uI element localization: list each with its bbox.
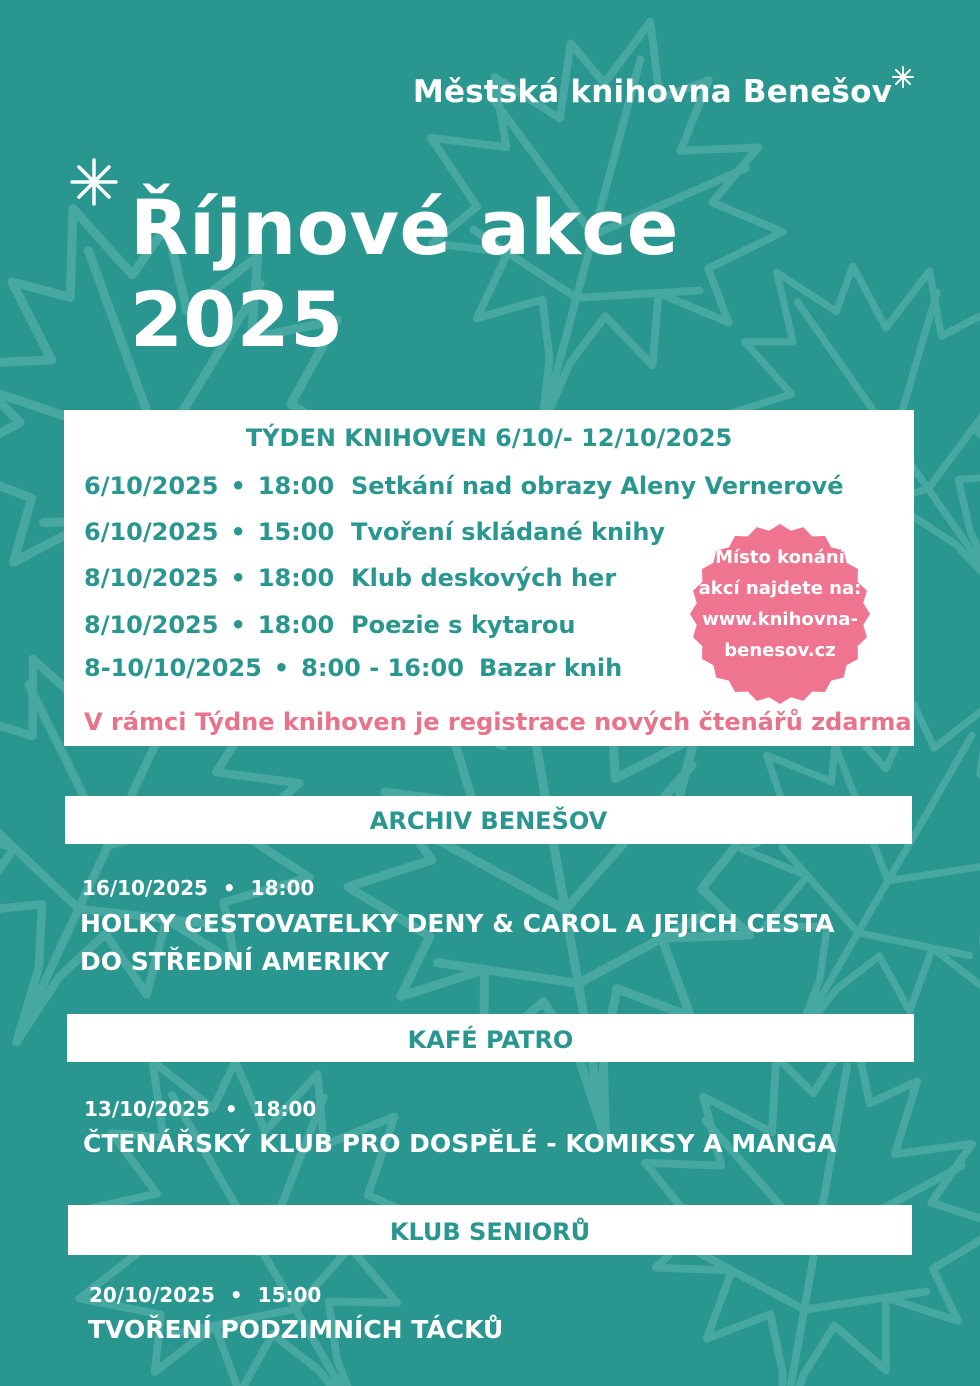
venue-time: 18:00 (252, 1097, 317, 1121)
event-time: 18:00 (257, 472, 335, 500)
title-line: TVOŘENÍ PODZIMNÍCH TÁCKŮ (88, 1315, 504, 1344)
title-line: DO STŘEDNÍ AMERIKY (80, 947, 390, 976)
separator-dot: • (229, 1283, 243, 1307)
venue-datetime (84, 1097, 316, 1121)
venue-heading: KLUB SENIORŮ (68, 1205, 912, 1255)
event-name: Tvoření skládané knihy (351, 518, 666, 546)
venue-datetime (89, 1283, 321, 1307)
title-line: HOLKY CESTOVATELKY DENY & CAROL A JEJICH CESTA (80, 909, 835, 938)
separator-dot: • (224, 1097, 238, 1121)
badge-line: benesov.cz (724, 640, 836, 661)
venue-heading: KAFÉ PATRO (67, 1014, 914, 1062)
venue-event-title (80, 905, 834, 981)
venue-date: 20/10/2025 (89, 1283, 215, 1307)
badge-line: akcí najdete na: (698, 578, 862, 599)
event-time: 15:00 (257, 518, 335, 546)
badge-line: www.knihovna- (702, 609, 858, 630)
separator-dot: • (230, 564, 246, 592)
separator-dot: • (230, 518, 246, 546)
page-title (130, 182, 679, 366)
event-name: Setkání nad obrazy Aleny Vernerové (351, 472, 844, 500)
separator-dot: • (222, 876, 236, 900)
sparkle-icon (70, 158, 118, 206)
event-date: 8/10/2025 (84, 611, 219, 639)
library-name: Městská knihovna Benešov (412, 74, 892, 110)
separator-dot: • (230, 611, 246, 639)
event-time: 18:00 (257, 611, 335, 639)
event-row (84, 472, 844, 500)
venue-event-title (88, 1311, 503, 1349)
event-name: Bazar knih (479, 654, 623, 682)
event-row (84, 654, 623, 682)
event-row (84, 518, 666, 546)
venue-date: 16/10/2025 (82, 876, 208, 900)
week-heading: TÝDEN KNIHOVEN 6/10/- 12/10/2025 (245, 424, 733, 452)
title-line: Říjnové akce (130, 183, 679, 272)
badge-line: Místo konání (715, 547, 845, 568)
venue-heading: ARCHIV BENEŠOV (65, 796, 912, 844)
event-name: Poezie s kytarou (351, 611, 576, 639)
venue-time: 18:00 (250, 876, 315, 900)
event-time: 8:00 - 16:00 (301, 654, 464, 682)
event-row (84, 564, 617, 592)
venue-time: 15:00 (257, 1283, 322, 1307)
event-row (84, 611, 576, 639)
event-date: 8-10/10/2025 (84, 654, 262, 682)
sparkle-icon (892, 66, 914, 88)
event-date: 8/10/2025 (84, 564, 219, 592)
event-date: 6/10/2025 (84, 472, 219, 500)
venue-event-title (83, 1125, 836, 1163)
event-date: 6/10/2025 (84, 518, 219, 546)
event-name: Klub deskových her (351, 564, 617, 592)
location-badge-text (688, 542, 872, 666)
event-time: 18:00 (257, 564, 335, 592)
separator-dot: • (273, 654, 290, 682)
venue-datetime (82, 876, 314, 900)
title-line: 2025 (130, 275, 344, 364)
venue-date: 13/10/2025 (84, 1097, 210, 1121)
separator-dot: • (230, 472, 246, 500)
title-line: ČTENÁŘSKÝ KLUB PRO DOSPĚLÉ - KOMIKSY A MANGA (83, 1129, 837, 1158)
registration-note: V rámci Týdne knihoven je registrace nových čtenářů zdarma (84, 708, 912, 736)
